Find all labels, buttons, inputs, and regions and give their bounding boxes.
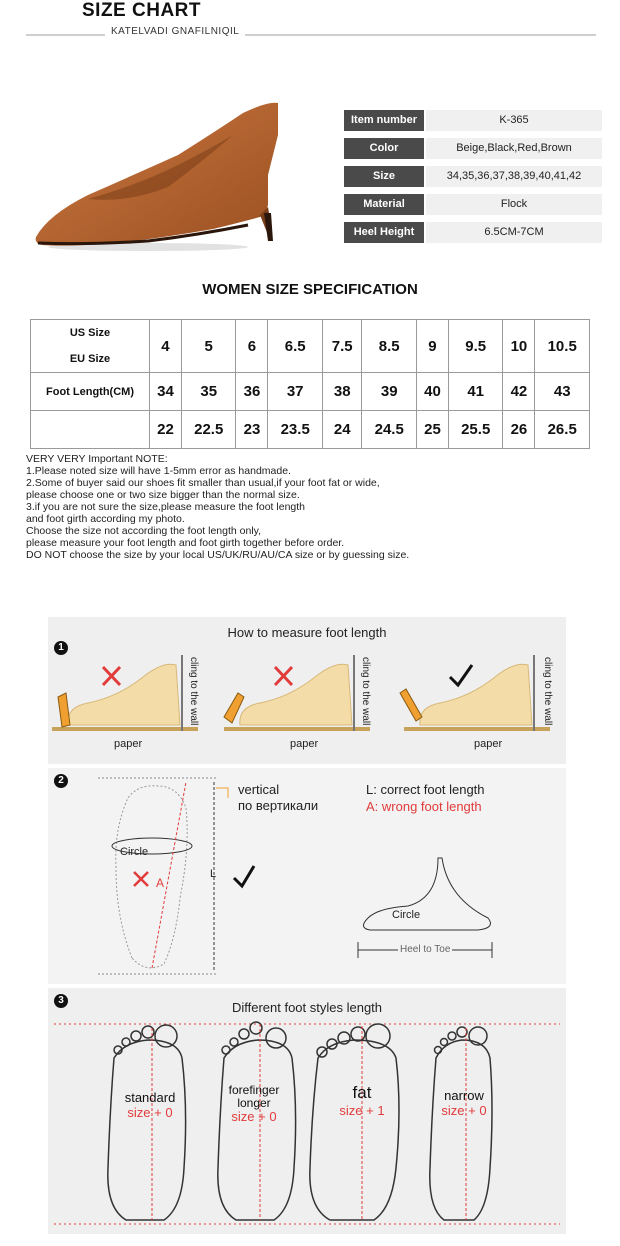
table-row	[31, 373, 590, 411]
foot-length-cell: 23.5	[268, 411, 323, 449]
foot-length-cell: 26	[503, 411, 535, 449]
l-mark: L	[210, 868, 217, 880]
eu-size-cell: 41	[448, 373, 503, 411]
foot-style-name: narrow	[444, 1088, 484, 1103]
important-note	[26, 453, 409, 561]
foot-style-size: size + 0	[231, 1109, 277, 1124]
eu-size-cell: 43	[535, 373, 590, 411]
page-title: SIZE CHART	[82, 0, 201, 21]
foot-style-name: fat	[352, 1083, 372, 1102]
row-label-us-eu	[31, 320, 150, 373]
eu-size-cell: 38	[322, 373, 361, 411]
foot-length-cell: 22.5	[181, 411, 236, 449]
eu-size-cell: 37	[268, 373, 323, 411]
wrong-length-label: A: wrong foot length	[366, 799, 482, 814]
us-size-cell: 9.5	[448, 320, 503, 373]
row-label-empty	[31, 411, 150, 449]
note-line: please measure your foot length and foot girth together before order.	[26, 537, 345, 549]
table-row	[31, 320, 590, 373]
foot-style-size: size + 0	[441, 1103, 487, 1118]
us-size-cell: 4	[150, 320, 182, 373]
wall-label: cling to the wall	[360, 657, 371, 726]
foot-style-forefinger	[214, 1084, 294, 1123]
circle-label: Circle	[120, 846, 149, 858]
spec-row-heel-height	[344, 222, 602, 243]
shoe-image	[28, 95, 288, 255]
brand-subtitle: KATELVADI GNAFILNIQIL	[105, 26, 245, 37]
note-line: please choose one or two size bigger than the normal size.	[26, 489, 300, 501]
spec-label: Color	[344, 138, 424, 159]
foot-style-name: standard	[124, 1090, 176, 1105]
circle-label: Circle	[392, 909, 421, 921]
panel-foot-styles	[48, 988, 566, 1234]
panel-vertical-measure	[48, 768, 566, 984]
foot-style-name: forefinger longer	[228, 1083, 280, 1110]
us-size-cell: 6	[236, 320, 268, 373]
vertical-label: vertical	[238, 782, 280, 797]
wall-label: cling to the wall	[188, 657, 199, 726]
foot-style-standard	[110, 1090, 190, 1120]
us-size-cell: 6.5	[268, 320, 323, 373]
spec-label: Item number	[344, 110, 424, 131]
a-mark: A	[156, 876, 165, 890]
foot-style-narrow	[424, 1088, 504, 1118]
foot-length-cell: 22	[150, 411, 182, 449]
foot-length-cell: 24	[322, 411, 361, 449]
spec-label: Heel Height	[344, 222, 424, 243]
spec-row-size	[344, 166, 602, 187]
foot-length-cell: 26.5	[535, 411, 590, 449]
foot-length-cell: 25	[416, 411, 448, 449]
note-line: 2.Some of buyer said our shoes fit smaller than usual,if your foot fat or wide,	[26, 477, 380, 489]
spec-value: 6.5CM-7CM	[426, 222, 602, 243]
step-number: 2	[54, 774, 68, 788]
table-row	[31, 411, 590, 449]
note-line: 1.Please noted size will have 1-5mm error as handmade.	[26, 465, 291, 477]
size-table	[30, 319, 590, 449]
eu-size-cell: 34	[150, 373, 182, 411]
paper-label: paper	[114, 738, 143, 750]
eu-size-cell: 40	[416, 373, 448, 411]
paper-label: paper	[474, 738, 503, 750]
foot-length-cell: 25.5	[448, 411, 503, 449]
foot-style-size: size + 1	[339, 1103, 385, 1118]
note-line: 3.if you are not sure the size,please measure the foot length	[26, 501, 306, 513]
eu-size-cell: 36	[236, 373, 268, 411]
note-line: DO NOT choose the size by your local US/UK/RU/AU/CA size or by guessing size.	[26, 549, 410, 561]
note-line: VERY VERY Important NOTE:	[26, 453, 168, 465]
row-label-us: US Size	[69, 327, 111, 339]
spec-value: 34,35,36,37,38,39,40,41,42	[426, 166, 602, 187]
spec-value: Flock	[426, 194, 602, 215]
us-size-cell: 5	[181, 320, 236, 373]
step-number: 1	[54, 641, 68, 655]
correct-length-label: L: correct foot length	[366, 782, 485, 797]
eu-size-cell: 42	[503, 373, 535, 411]
spec-row-material	[344, 194, 602, 215]
row-label-foot-length: Foot Length(CM)	[31, 373, 150, 411]
step-number: 3	[54, 994, 68, 1008]
spec-row-color	[344, 138, 602, 159]
vertical-label-ru: по вертикали	[238, 798, 319, 813]
panel-title: How to measure foot length	[227, 625, 387, 640]
us-size-cell: 8.5	[362, 320, 417, 373]
paper-label: paper	[290, 738, 319, 750]
us-size-cell: 10	[503, 320, 535, 373]
spec-value: K-365	[426, 110, 602, 131]
panel-title: Different foot styles length	[231, 1000, 383, 1015]
foot-style-size: size + 0	[127, 1105, 173, 1120]
foot-length-cell: 23	[236, 411, 268, 449]
note-line: Choose the size not according the foot length only,	[26, 525, 262, 537]
us-size-cell: 10.5	[535, 320, 590, 373]
spec-value: Beige,Black,Red,Brown	[426, 138, 602, 159]
eu-size-cell: 35	[181, 373, 236, 411]
heel-to-toe-label: Heel to Toe	[400, 944, 451, 955]
foot-style-fat	[316, 1084, 408, 1120]
size-table-title: WOMEN SIZE SPECIFICATION	[202, 281, 418, 298]
spec-label: Size	[344, 166, 424, 187]
foot-length-cell: 24.5	[362, 411, 417, 449]
us-size-cell: 7.5	[322, 320, 361, 373]
spec-label: Material	[344, 194, 424, 215]
us-size-cell: 9	[416, 320, 448, 373]
spec-row-item-number	[344, 110, 602, 131]
row-label-eu: EU Size	[69, 353, 111, 365]
wall-label: cling to the wall	[542, 657, 553, 726]
panel-measure-length	[48, 617, 566, 764]
note-line: and foot girth according my photo.	[26, 513, 185, 525]
eu-size-cell: 39	[362, 373, 417, 411]
